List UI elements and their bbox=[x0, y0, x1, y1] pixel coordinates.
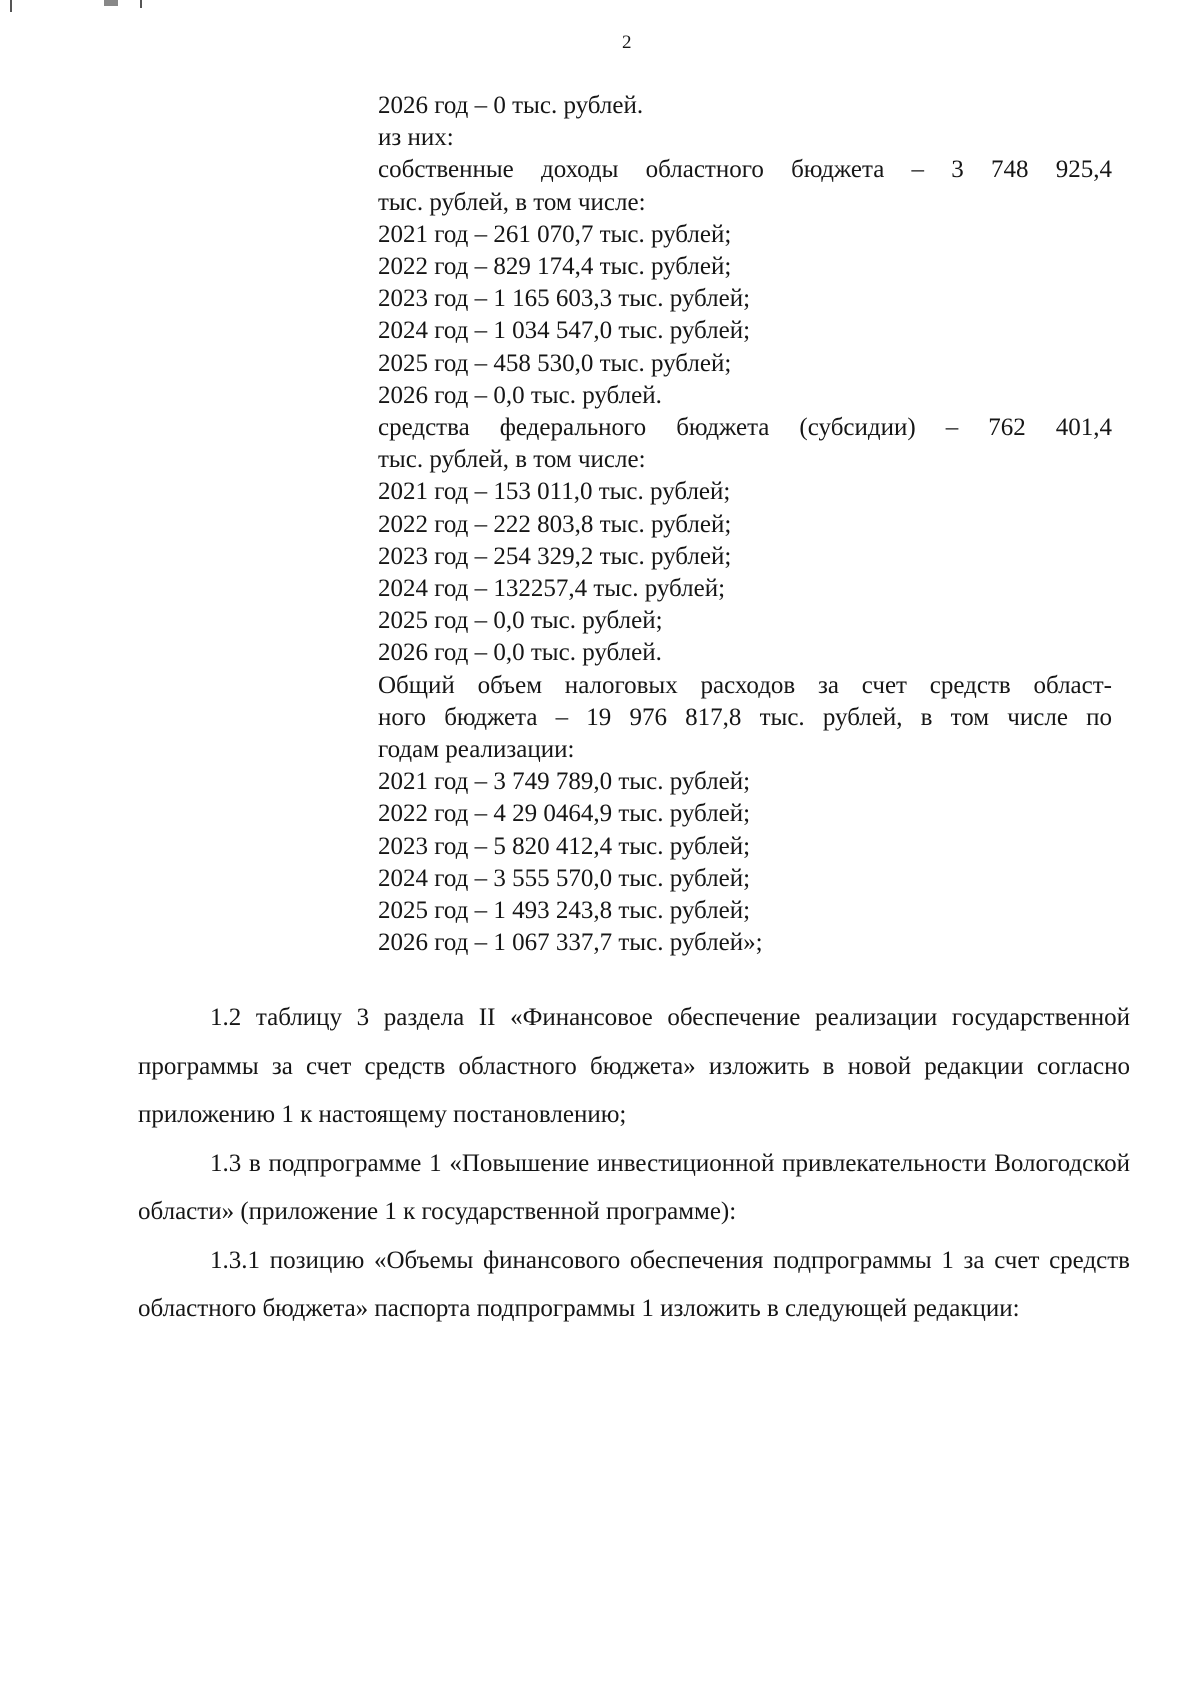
funding-line: 2021 год – 153 011,0 тыс. рублей; bbox=[378, 478, 731, 506]
funding-line: собственные доходы областного бюджета – 3 748 925,4 bbox=[378, 156, 1112, 184]
funding-line: 2024 год – 132257,4 тыс. рублей; bbox=[378, 575, 726, 603]
page-number: 2 bbox=[622, 32, 632, 53]
paragraph-1-2: 1.2 таблицу 3 раздела II «Финансовое обеспечение реализации государственной программы за счет средств областного бюджета» изложить в новой редакции согласно приложению 1 к настоящему постановлению; bbox=[138, 1004, 1130, 1128]
funding-line: 2025 год – 0,0 тыс. рублей; bbox=[378, 607, 663, 635]
funding-line: 2024 год – 1 034 547,0 тыс. рублей; bbox=[378, 317, 751, 345]
funding-line: 2021 год – 261 070,7 тыс. рублей; bbox=[378, 220, 732, 248]
funding-line: 2022 год – 4 29 0464,9 тыс. рублей; bbox=[378, 800, 751, 828]
funding-line: из них: bbox=[378, 124, 454, 152]
funding-line: 2026 год – 0,0 тыс. рублей. bbox=[378, 639, 662, 667]
funding-line: 2023 год – 1 165 603,3 тыс. рублей; bbox=[378, 285, 751, 313]
scan-artifact-mark bbox=[140, 0, 142, 8]
funding-line: 2023 год – 254 329,2 тыс. рублей; bbox=[378, 542, 732, 570]
funding-line: 2022 год – 829 174,4 тыс. рублей; bbox=[378, 253, 732, 281]
scan-artifact-mark bbox=[10, 0, 12, 12]
funding-line: тыс. рублей, в том числе: bbox=[378, 446, 646, 474]
funding-volumes-block bbox=[378, 90, 1112, 959]
scan-artifact-mark bbox=[104, 0, 118, 6]
amendment-paragraphs bbox=[138, 994, 1130, 1334]
funding-line: 2026 год – 0,0 тыс. рублей. bbox=[378, 381, 662, 409]
paragraph-1-3: 1.3 в подпрограмме 1 «Повышение инвестиционной привлекательности Вологодской области» (приложение 1 к государственной программе): bbox=[138, 1149, 1130, 1225]
funding-line: годам реализации: bbox=[378, 736, 575, 764]
funding-line: 2023 год – 5 820 412,4 тыс. рублей; bbox=[378, 832, 751, 860]
funding-line: 2026 год – 1 067 337,7 тыс. рублей»; bbox=[378, 929, 763, 957]
funding-line: 2025 год – 1 493 243,8 тыс. рублей; bbox=[378, 897, 751, 925]
funding-line: 2021 год – 3 749 789,0 тыс. рублей; bbox=[378, 768, 751, 796]
funding-line: 2025 год – 458 530,0 тыс. рублей; bbox=[378, 349, 732, 377]
funding-line: средства федерального бюджета (субсидии) – 762 401,4 bbox=[378, 414, 1112, 442]
funding-line: Общий объем налоговых расходов за счет средств област- bbox=[378, 671, 1112, 699]
paragraph-1-3-1: 1.3.1 позицию «Объемы финансового обеспечения подпрограммы 1 за счет средств областного бюджета» паспорта подпрограммы 1 изложить в следующей редакции: bbox=[138, 1246, 1130, 1322]
funding-line: ного бюджета – 19 976 817,8 тыс. рублей, в том числе по bbox=[378, 703, 1112, 731]
funding-line: 2022 год – 222 803,8 тыс. рублей; bbox=[378, 510, 732, 538]
funding-line: 2024 год – 3 555 570,0 тыс. рублей; bbox=[378, 864, 751, 892]
funding-line: 2026 год – 0 тыс. рублей. bbox=[378, 92, 644, 119]
funding-line: тыс. рублей, в том числе: bbox=[378, 188, 646, 216]
